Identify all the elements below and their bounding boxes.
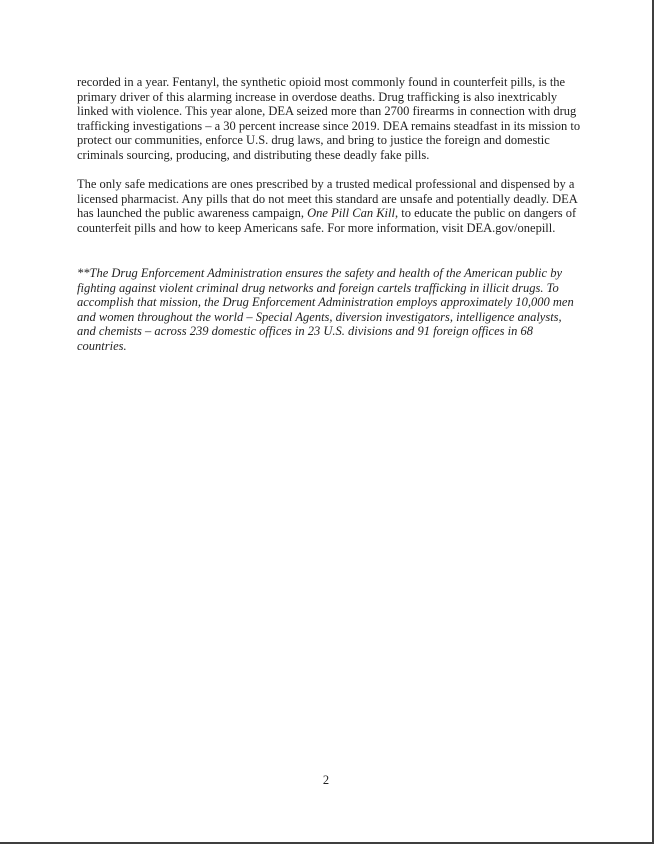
paragraph-overdose-stats: recorded in a year. Fentanyl, the synthetic opioid most commonly found in counterfeit pills, is the primary driver of this alarming increase in overdose deaths. Drug trafficking is also inextricably linked with violence. This year alone, DEA seized more than 2700 firearms in connection with drug trafficking investigations – a 30 percent increase since 2019. DEA remains steadfast in its mission to protect our communities, enforce U.S. drug laws, and bring to justice the foreign and domestic criminals sourcing, producing, and distributing these deadly fake pills. bbox=[77, 75, 581, 162]
document-body bbox=[77, 75, 581, 353]
campaign-name-one-pill-can-kill: One Pill Can Kill bbox=[307, 206, 395, 220]
paragraph-safe-medications-post: , to educate the public on dangers of counterfeit pills and how to keep Americans safe. For more information, visit DEA.gov/onepill. bbox=[77, 206, 577, 235]
paragraph-safe-medications-pre: The only safe medications are ones prescribed by a trusted medical professional and dispensed by a licensed pharmacist. Any pills that do not meet this standard are unsafe and potentially deadly. DEA has launched the public awareness campaign, bbox=[77, 177, 578, 220]
paragraph-safe-medications bbox=[77, 177, 581, 235]
paragraph-dea-boilerplate: **The Drug Enforcement Administration ensures the safety and health of the American public by fighting against violent criminal drug networks and foreign cartels trafficking in illicit drugs. To accomplish that mission, the Drug Enforcement Administration employs approximately 10,000 men and women throughout the world – Special Agents, diversion investigators, intelligence analysts, and chemists – across 239 domestic offices in 23 U.S. divisions and 91 foreign offices in 68 countries. bbox=[77, 266, 574, 353]
page-number: 2 bbox=[322, 773, 330, 787]
